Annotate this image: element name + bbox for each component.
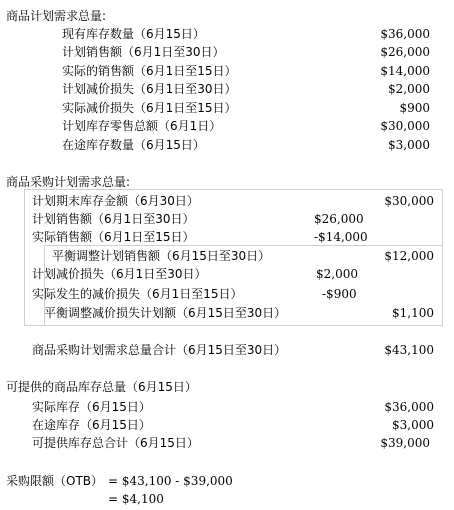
section-heading-available: 可提供的商品库存总量（6月15日）	[6, 380, 197, 394]
line-value: $14,000	[380, 64, 430, 78]
line-value: $3,000	[388, 138, 430, 152]
line-value: $3,000	[392, 418, 434, 432]
line-value: $2,000	[388, 82, 430, 96]
line-label: 平衡调整减价损失计划额（6月15日至30日）	[44, 306, 287, 320]
line-label: 实际库存（6月15日）	[32, 400, 151, 414]
line-label: 计划期末库存金额（6月30日）	[32, 194, 199, 208]
line-label: 平衡调整计划销售额（6月15日至30日）	[52, 249, 271, 263]
line-value: $36,000	[384, 400, 434, 414]
line-subvalue: $26,000	[314, 212, 364, 226]
line-label: 计划销售额（6月1日至30日）	[32, 212, 195, 226]
total-label: 商品采购计划需求总量合计（6月15日至30日）	[32, 343, 287, 357]
otb-label: 采购限额（OTB）	[6, 474, 104, 488]
line-subvalue: -$900	[322, 287, 357, 301]
line-value: $39,000	[380, 436, 430, 450]
line-label: 计划销售额（6月1日至30日）	[62, 45, 225, 59]
line-label: 在途库存数量（6月15日）	[62, 138, 205, 152]
otb-formula: = $43,100 - $39,000	[108, 474, 233, 488]
line-label: 计划减价损失（6月1日至30日）	[62, 82, 237, 96]
line-label: 可提供库存总合计（6月15日）	[32, 436, 199, 450]
line-subvalue: -$14,000	[314, 230, 368, 244]
line-label: 实际发生的减价损失（6月1日至15日）	[32, 287, 243, 301]
line-label: 现有库存数量（6月15日）	[62, 27, 205, 41]
line-label: 在途库存（6月15日）	[32, 418, 151, 432]
line-value: $12,000	[384, 249, 434, 263]
line-label: 实际的销售额（6月1日至15日）	[62, 64, 237, 78]
line-value: $1,100	[392, 306, 434, 320]
line-value: $900	[399, 101, 430, 115]
total-value: $43,100	[384, 343, 434, 357]
line-label: 计划减价损失（6月1日至30日）	[32, 267, 207, 281]
otb-result: = $4,100	[108, 492, 164, 506]
line-label: 实际减价损失（6月1日至15日）	[62, 101, 237, 115]
section-heading-purchase: 商品采购计划需求总量:	[6, 175, 131, 189]
line-value: $30,000	[380, 119, 430, 133]
line-value: $26,000	[380, 45, 430, 59]
section-heading-demand: 商品计划需求总量:	[6, 9, 107, 23]
line-label: 实际销售额（6月1日至15日）	[32, 230, 195, 244]
line-value: $36,000	[380, 27, 430, 41]
line-subvalue: $2,000	[316, 267, 358, 281]
line-label: 计划库存零售总额（6月1日）	[62, 119, 222, 133]
line-value: $30,000	[384, 194, 434, 208]
